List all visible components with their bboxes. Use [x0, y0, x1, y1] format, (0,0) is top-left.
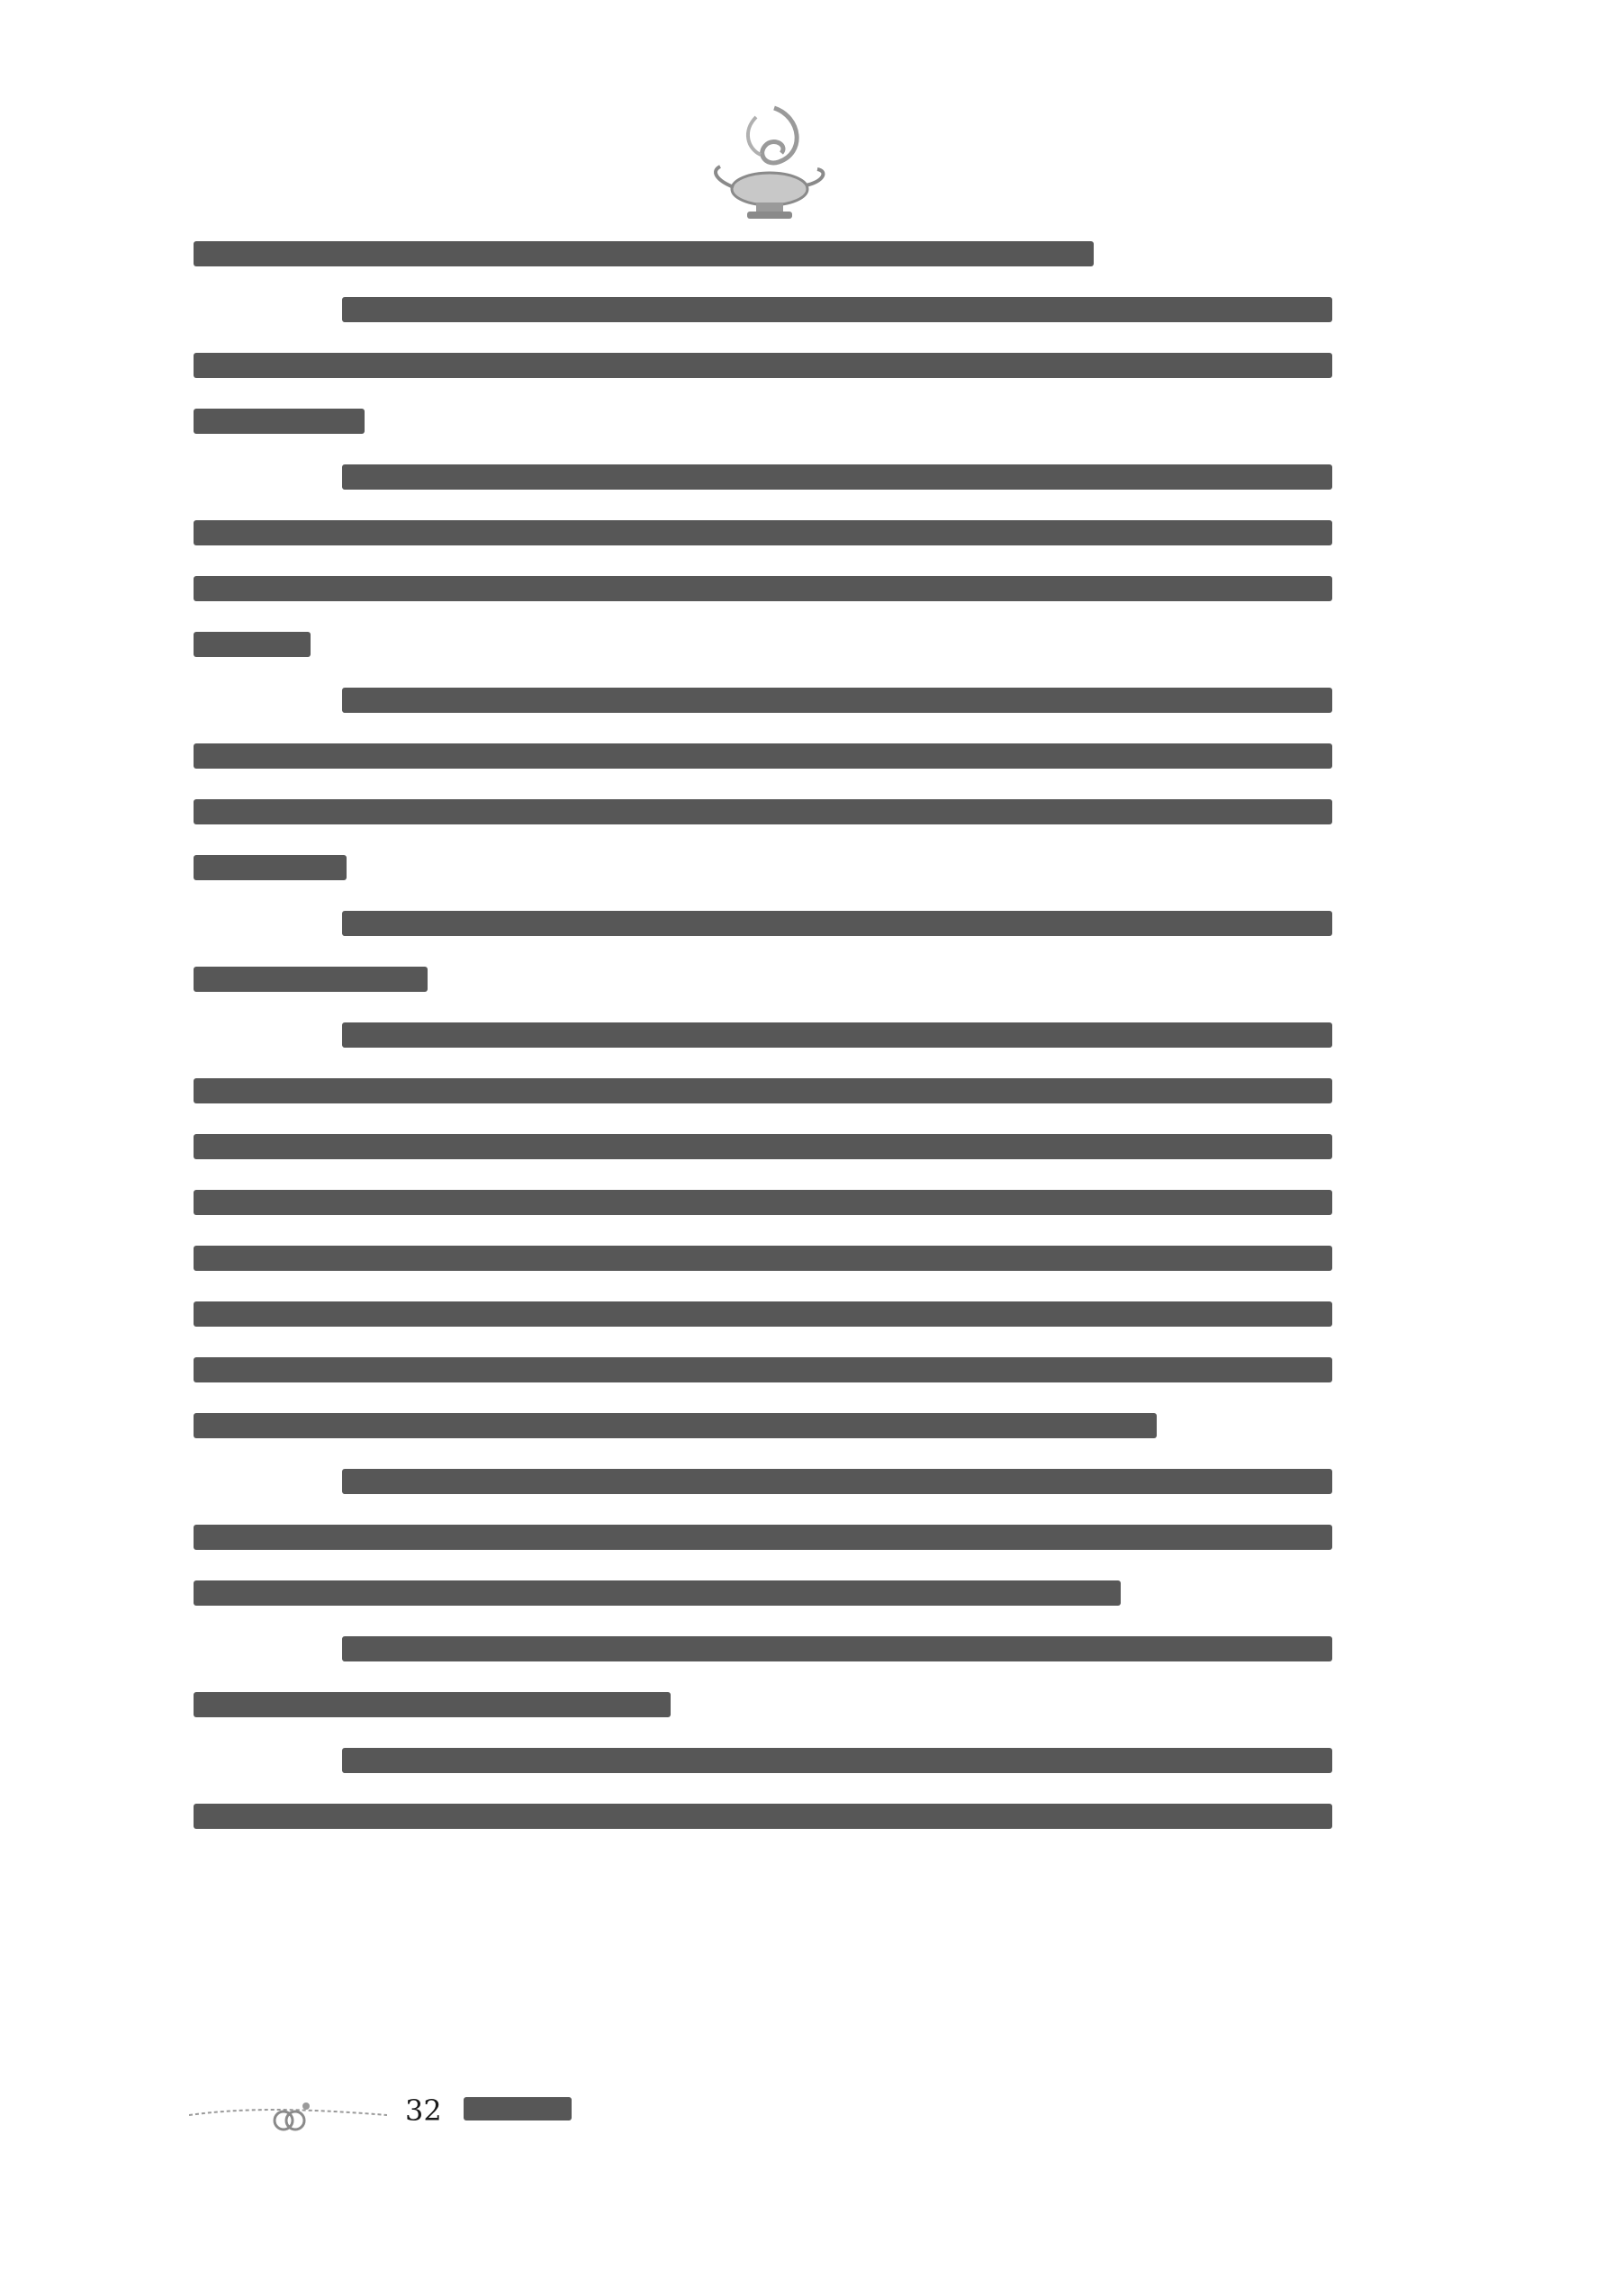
text-line: [342, 297, 1332, 322]
text-line: [194, 1301, 1332, 1327]
text-line: [342, 1022, 1332, 1048]
bracelet-icon: [189, 2088, 387, 2142]
text-line: [194, 967, 428, 992]
text-line: [194, 1190, 1332, 1215]
text-line: [342, 1748, 1332, 1773]
page-number: 32: [405, 2093, 442, 2128]
text-line: [194, 1580, 1121, 1606]
text-line: [342, 911, 1332, 936]
text-line: [194, 632, 311, 657]
text-line: [194, 855, 347, 880]
text-line: [342, 688, 1332, 713]
text-line: [194, 1804, 1332, 1829]
text-line: [342, 1636, 1332, 1661]
text-line: [194, 743, 1332, 769]
text-line: [194, 520, 1332, 545]
genie-lamp-icon: [702, 99, 837, 234]
body-text: [194, 241, 1337, 1859]
text-line: [194, 1246, 1332, 1271]
text-line: [194, 1357, 1332, 1382]
text-line: [194, 1413, 1157, 1438]
text-line: [194, 1078, 1332, 1103]
text-line: [194, 1134, 1332, 1159]
text-line: [194, 1525, 1332, 1550]
text-line: [342, 1469, 1332, 1494]
text-line: [194, 409, 365, 434]
text-line: [194, 1692, 671, 1717]
page-footer: [189, 2079, 729, 2151]
text-line: [194, 241, 1094, 266]
text-line: [194, 799, 1332, 824]
text-line: [194, 353, 1332, 378]
text-line: [342, 464, 1332, 490]
text-line: [194, 576, 1332, 601]
book-title-placeholder: [464, 2097, 572, 2120]
